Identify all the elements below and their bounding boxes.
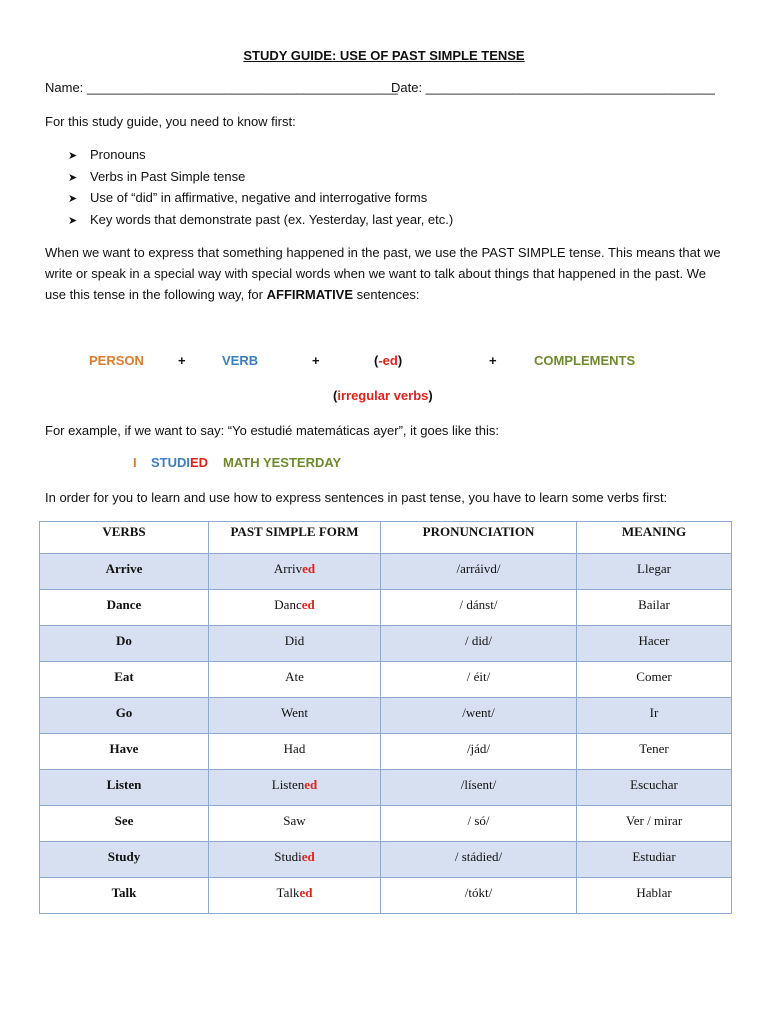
formula-plus: + — [178, 353, 186, 368]
verb-cell: Do — [40, 626, 209, 662]
past-form-cell: Went — [209, 698, 381, 734]
past-form-cell: Had — [209, 734, 381, 770]
pronunciation-cell: /went/ — [381, 698, 577, 734]
pronunciation-cell: /tókt/ — [381, 878, 577, 914]
example-subject: I — [133, 455, 137, 470]
meaning-cell: Bailar — [577, 590, 732, 626]
table-row — [40, 878, 732, 914]
meaning-cell: Hacer — [577, 626, 732, 662]
table-row — [40, 662, 732, 698]
verb-cell: Eat — [40, 662, 209, 698]
pronunciation-cell: / stádied/ — [381, 842, 577, 878]
arrow-bullet-icon: ➤ — [68, 171, 78, 184]
verb-cell: Listen — [40, 770, 209, 806]
meaning-cell: Escuchar — [577, 770, 732, 806]
arrow-bullet-icon: ➤ — [68, 150, 78, 162]
intro-text: For this study guide, you need to know first: — [45, 114, 296, 129]
arrow-bullet-icon: ➤ — [68, 193, 78, 205]
table-row — [40, 734, 732, 770]
formula-plus: + — [312, 353, 320, 368]
table-header-row — [40, 522, 732, 554]
table-row — [40, 554, 732, 590]
table-row — [40, 770, 732, 806]
column-header: MEANING — [577, 522, 732, 554]
column-header: PRONUNCIATION — [381, 522, 577, 554]
table-row — [40, 842, 732, 878]
table-row — [40, 698, 732, 734]
meaning-cell: Llegar — [577, 554, 732, 590]
list-item: ➤ Pronouns — [68, 146, 453, 168]
meaning-cell: Estudiar — [577, 842, 732, 878]
meaning-cell: Ir — [577, 698, 732, 734]
verb-cell: Talk — [40, 878, 209, 914]
pronunciation-cell: /jád/ — [381, 734, 577, 770]
pronunciation-cell: / dánst/ — [381, 590, 577, 626]
past-form-cell: Ate — [209, 662, 381, 698]
verb-cell: Dance — [40, 590, 209, 626]
explanation-paragraph: When we want to express that something happened in the past, we use the PAST SIMPLE tense. This means that we write or speak in a special way with special words when we want to talk about things that happened in the past. We use this tense in the following way, for AFFIRMATIVE sentences: — [45, 245, 721, 303]
verb-cell: Go — [40, 698, 209, 734]
column-header: VERBS — [40, 522, 209, 554]
pronunciation-cell: /lísent/ — [381, 770, 577, 806]
pronunciation-cell: / did/ — [381, 626, 577, 662]
table-row — [40, 626, 732, 662]
verb-cell: Study — [40, 842, 209, 878]
pronunciation-cell: / éit/ — [381, 662, 577, 698]
list-item: ➤ Key words that demonstrate past (ex. Yesterday, last year, etc.) — [68, 211, 453, 233]
example-verb: STUDIED — [151, 455, 209, 470]
pronunciation-cell: /arráivd/ — [381, 554, 577, 590]
name-field-label: Name: ___________________________________________ — [45, 80, 398, 95]
list-item: ➤ Use of “did” in affirmative, negative and interrogative forms — [68, 189, 453, 211]
formula-person: PERSON — [89, 353, 144, 368]
formula-complements: COMPLEMENTS — [534, 353, 636, 368]
formula-plus: + — [489, 353, 497, 368]
past-form-cell: Did — [209, 626, 381, 662]
past-form-cell: Studied — [209, 842, 381, 878]
date-field-label: Date: ________________________________________ — [391, 80, 715, 95]
verb-cell: Arrive — [40, 554, 209, 590]
past-form-cell: Listened — [209, 770, 381, 806]
prerequisite-list — [68, 146, 453, 232]
column-header: PAST SIMPLE FORM — [209, 522, 381, 554]
meaning-cell: Ver / mirar — [577, 806, 732, 842]
formula-irregular-note: (irregular verbs) — [333, 388, 433, 403]
meaning-cell: Tener — [577, 734, 732, 770]
formula-verb: VERB — [222, 353, 259, 368]
past-form-cell: Danced — [209, 590, 381, 626]
verb-cell: See — [40, 806, 209, 842]
meaning-cell: Hablar — [577, 878, 732, 914]
verb-cell: Have — [40, 734, 209, 770]
meaning-cell: Comer — [577, 662, 732, 698]
example-intro: For example, if we want to say: “Yo estudié matemáticas ayer”, it goes like this: — [45, 423, 499, 438]
arrow-bullet-icon: ➤ — [68, 214, 78, 227]
list-item: ➤ Verbs in Past Simple tense — [68, 168, 453, 190]
example-complement: MATH YESTERDAY — [223, 455, 342, 470]
past-form-cell: Talked — [209, 878, 381, 914]
table-row — [40, 806, 732, 842]
past-form-cell: Saw — [209, 806, 381, 842]
formula-ed: (-ed) — [374, 353, 403, 368]
page-title: STUDY GUIDE: USE OF PAST SIMPLE TENSE — [243, 48, 525, 63]
pronunciation-cell: / só/ — [381, 806, 577, 842]
table-row — [40, 590, 732, 626]
verbs-table — [39, 521, 732, 914]
table-intro: In order for you to learn and use how to express sentences in past tense, you have to learn some verbs first: — [45, 490, 668, 505]
past-form-cell: Arrived — [209, 554, 381, 590]
